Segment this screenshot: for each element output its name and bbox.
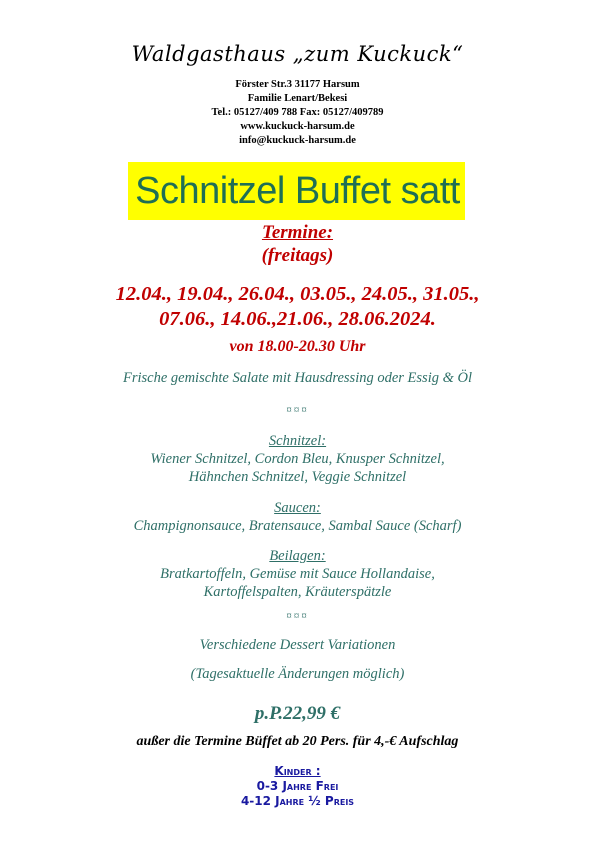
address: Förster Str.3 31177 Harsum bbox=[235, 79, 360, 90]
website-link[interactable]: www.kuckuck-harsum.de bbox=[240, 121, 355, 132]
contact-block bbox=[0, 78, 595, 148]
separator-ornament-2: ¤¤¤ bbox=[286, 610, 309, 622]
price: p.P.22,99 € bbox=[254, 703, 341, 724]
termine-weekday: (freitags) bbox=[261, 245, 334, 266]
saucen-title: Saucen: bbox=[274, 500, 321, 516]
kids-line-1: 0-3 Jahre Frei bbox=[256, 779, 339, 793]
schnitzel-line-2: Hähnchen Schnitzel, Veggie Schnitzel bbox=[188, 469, 407, 485]
beilagen-section bbox=[0, 548, 595, 601]
beilagen-title: Beilagen: bbox=[269, 548, 326, 564]
dates-line-1: 12.04., 19.04., 26.04., 03.05., 24.05., 31.05., bbox=[115, 283, 480, 305]
schnitzel-title: Schnitzel: bbox=[268, 433, 327, 449]
phone-fax: Tel.: 05127/409 788 Fax: 05127/409789 bbox=[211, 107, 384, 118]
separator-ornament: ¤¤¤ bbox=[286, 404, 309, 416]
dates-line-2: 07.06., 14.06.,21.06., 28.06.2024. bbox=[159, 308, 436, 330]
time-range: von 18.00-20.30 Uhr bbox=[229, 338, 366, 355]
family-name: Familie Lenart/Bekesi bbox=[247, 93, 348, 104]
beilagen-line-2: Kartoffelspalten, Kräuterspätzle bbox=[203, 584, 392, 600]
schnitzel-section bbox=[0, 433, 595, 486]
kids-line-2: 4-12 Jahre ½ Preis bbox=[240, 794, 355, 808]
beilagen-line-1: Bratkartoffeln, Gemüse mit Sauce Hollandaise, bbox=[160, 566, 435, 582]
termine-label: Termine: bbox=[261, 222, 334, 243]
salad-description: Frische gemischte Salate mit Hausdressing oder Essig & Öl bbox=[122, 370, 473, 386]
schnitzel-line-1: Wiener Schnitzel, Cordon Bleu, Knusper Schnitzel, bbox=[150, 451, 445, 467]
surcharge-note: außer die Termine Büffet ab 20 Pers. für 4,-€ Aufschlag bbox=[136, 734, 459, 749]
email-link[interactable]: info@kuckuck-harsum.de bbox=[239, 135, 356, 146]
dates-list bbox=[0, 282, 595, 332]
kids-title: Kinder : bbox=[274, 764, 321, 778]
saucen-section bbox=[0, 500, 595, 535]
dessert-description: Verschiedene Dessert Variationen bbox=[199, 637, 396, 653]
page-title: Schnitzel Buffet satt bbox=[135, 170, 460, 212]
restaurant-name: Waldgasthaus „zum Kuckuck“ bbox=[131, 42, 464, 66]
changes-note: (Tagesaktuelle Änderungen möglich) bbox=[190, 666, 405, 682]
saucen-line-1: Champignonsauce, Bratensauce, Sambal Sauce (Scharf) bbox=[133, 518, 462, 534]
